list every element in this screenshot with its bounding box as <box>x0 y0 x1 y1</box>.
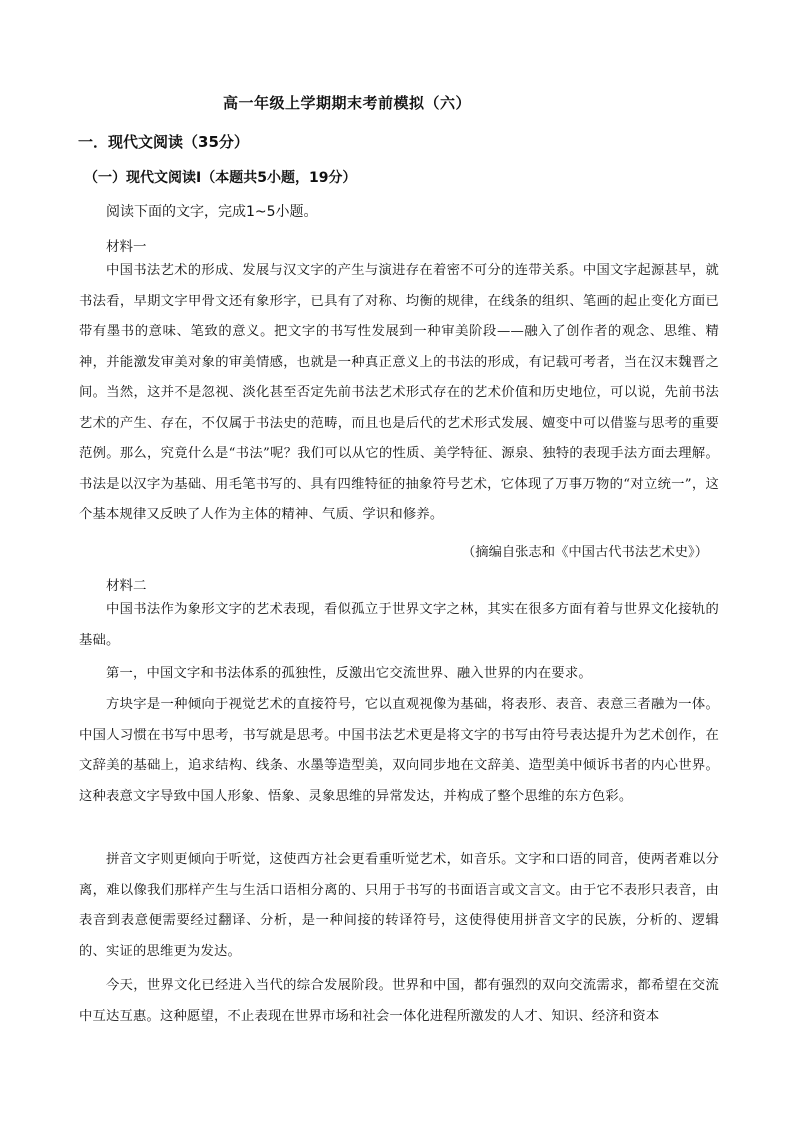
material-two-paragraph-2: 第一，中国文字和书法体系的孤独性，反激出它交流世界、融入世界的内在要求。 <box>106 666 592 681</box>
subsection-heading: （一）现代文阅读Ⅰ（本题共5小题，19分） <box>84 170 357 186</box>
material-two-paragraph-4: 拼音文字则更倾向于听觉，这使西方社会更看重听觉艺术，如音乐。文字和口语的同音，使两者难以分离，难以像我们那样产生与生活口语相分离的、只用于书写的书面语言或文言文。由于它不表形只表音，由表音到表意便需要经过翻译、分析，是一种间接的转译符号，这使得使用拼音文字的民族，分析的、逻辑的、实证的思维更为发达。 <box>79 852 719 959</box>
section-heading: 一．现代文阅读（35分） <box>78 133 249 151</box>
material-two-paragraph-1: 中国书法作为象形文字的艺术表现，看似孤立于世界文字之林，其实在很多方面有着与世界文化接轨的基础。 <box>79 602 719 648</box>
page-title: 高一年级上学期期末考前模拟（六） <box>222 94 471 112</box>
material-two-paragraph-3: 方块字是一种倾向于视觉艺术的直接符号，它以直观视像为基础，将表形、表音、表意三者融为一体。中国人习惯在书写中思考，书写就是思考。中国书法艺术更是将文字的书写由符号表达提升为艺术创作，在文辞美的基础上，追求结构、线条、水墨等造型美，双向同步地在文辞美、造型美中倾诉书者的内心世界。这种表意文字导致中国人形象、悟象、灵象思维的异常发达，并构成了整个思维的东方色彩。 <box>79 697 719 804</box>
material-two-label: 材料二 <box>106 578 147 594</box>
material-one-label: 材料一 <box>106 239 147 255</box>
material-one-source: （摘编自张志和《中国古代书法艺术史》） <box>462 545 708 560</box>
material-one-paragraph: 中国书法艺术的形成、发展与汉文字的产生与演进存在着密不可分的连带关系。中国文字起源甚早，就书法看，早期文字甲骨文还有象形字，已具有了对称、均衡的规律，在线条的组织、笔画的起止变化方面已带有墨书的意味、笔致的意义。把文字的书写性发展到一种审美阶段——融入了创作者的观念、思维、精神，并能激发审美对象的审美情感，也就是一种真正意义上的书法的形成，有记载可考者，当在汉末魏晋之间。当然，这并不是忽视、淡化甚至否定先前书法艺术形式存在的艺术价值和历史地位，可以说，先前书法艺术的产生、存在，不仅属于书法史的范畴，而且也是后代的艺术形式发展、嬗变中可以借鉴与思考的重要范例。那么，究竟什么是“书法”呢？我们可以从它的性质、美学特征、源泉、独特的表现手法方面去理解。书法是以汉字为基础、用毛笔书写的、具有四维特征的抽象符号艺术，它体现了万事万物的“对立统一”，这个基本规律又反映了人作为主体的精神、气质、学识和修养。 <box>79 263 719 522</box>
material-two-paragraph-5: 今天，世界文化已经进入当代的综合发展阶段。世界和中国，都有强烈的双向交流需求，都希望在交流中互达互惠。这种愿望，不止表现在世界市场和社会一体化进程所激发的人才、知识、经济和资本 <box>79 978 719 1024</box>
reading-instruction: 阅读下面的文字，完成1~5小题。 <box>106 204 318 220</box>
